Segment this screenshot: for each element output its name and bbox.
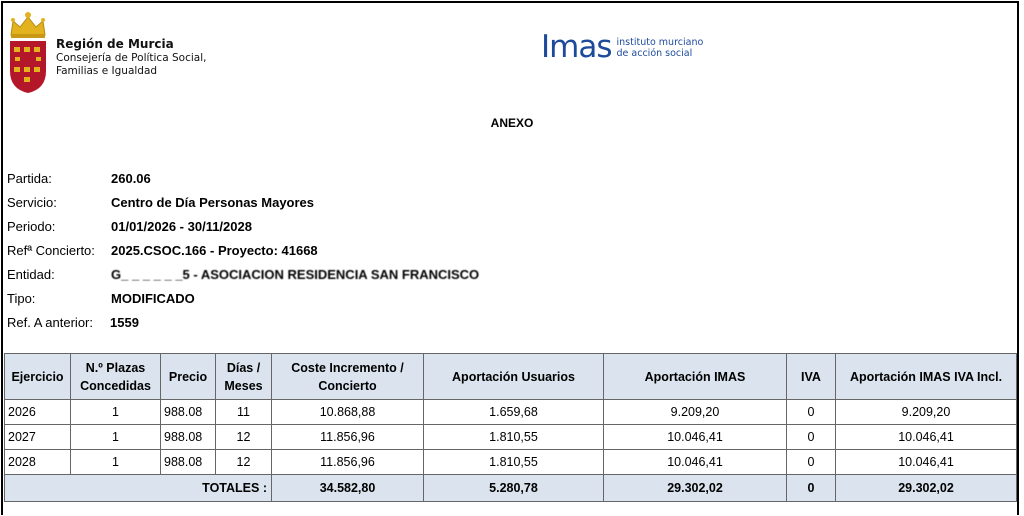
col-header-imas: Aportación IMAS [604, 354, 787, 400]
table-cell: 10.046,41 [604, 450, 787, 475]
imas-logo [541, 29, 704, 65]
info-value: Centro de Día Personas Mayores [111, 195, 315, 210]
info-value: 01/01/2026 - 30/11/2028 [111, 219, 252, 234]
info-label: Refª Concierto: [7, 243, 95, 258]
totals-label: TOTALES : [5, 475, 272, 502]
table-cell: 2028 [5, 450, 71, 475]
col-header-iva: IVA [787, 354, 836, 400]
org-name: Región de Murcia [56, 37, 174, 51]
table-cell: 1 [71, 400, 161, 425]
table-cell: 0 [787, 400, 836, 425]
region-murcia-crest-icon [7, 9, 49, 93]
table-cell: 1.810,55 [424, 425, 604, 450]
table-cell: 2027 [5, 425, 71, 450]
table-row [5, 400, 1017, 425]
col-header-usuarios: Aportación Usuarios [424, 354, 604, 400]
total-coste: 34.582,80 [272, 475, 424, 502]
info-value: 1559 [110, 315, 139, 330]
col-header-coste: Coste Incremento / Concierto [272, 354, 424, 400]
table-cell: 0 [787, 425, 836, 450]
info-label: Tipo: [7, 291, 36, 306]
info-value: 2025.CSOC.166 - Proyecto: 41668 [111, 243, 318, 258]
info-value: MODIFICADO [111, 291, 195, 306]
table-cell: 12 [216, 425, 272, 450]
table-cell: 988.08 [161, 425, 216, 450]
table-cell: 2026 [5, 400, 71, 425]
document-title: ANEXO [490, 116, 534, 130]
table-cell: 9.209,20 [836, 400, 1017, 425]
table-cell: 10.046,41 [836, 450, 1017, 475]
info-value: 260.06 [111, 171, 151, 186]
table-row [5, 425, 1017, 450]
table-header-row [5, 354, 1017, 400]
region-murcia-logo-text [56, 37, 206, 78]
table-cell: 11 [216, 400, 272, 425]
document-page [1, 1, 1019, 515]
table-cell: 10.868,88 [272, 400, 424, 425]
info-label: Partida: [7, 171, 52, 186]
total-usuarios: 5.280,78 [424, 475, 604, 502]
table-cell: 1 [71, 450, 161, 475]
table-row [5, 450, 1017, 475]
table-cell: 9.209,20 [604, 400, 787, 425]
info-label: Ref. A anterior: [7, 315, 93, 330]
table-cell: 988.08 [161, 450, 216, 475]
org-department-2: Familias e Igualdad [56, 65, 158, 77]
col-header-dias: Días / Meses [216, 354, 272, 400]
total-imas-iva: 29.302,02 [836, 475, 1017, 502]
table-cell: 1 [71, 425, 161, 450]
col-header-precio: Precio [161, 354, 216, 400]
col-header-ejercicio: Ejercicio [5, 354, 71, 400]
total-imas: 29.302,02 [604, 475, 787, 502]
table-cell: 1.810,55 [424, 450, 604, 475]
info-label: Periodo: [7, 219, 56, 234]
table-cell: 11.856,96 [272, 425, 424, 450]
totals-row [5, 475, 1017, 502]
table-cell: 1.659,68 [424, 400, 604, 425]
table-cell: 988.08 [161, 400, 216, 425]
imas-line-1: instituto murciano [616, 36, 704, 48]
imas-mark: Imas [541, 29, 612, 65]
col-header-plazas: N.º Plazas Concedidas [71, 354, 161, 400]
table-cell: 10.046,41 [836, 425, 1017, 450]
total-iva: 0 [787, 475, 836, 502]
table-cell: 12 [216, 450, 272, 475]
table-cell: 0 [787, 450, 836, 475]
table-cell: 11.856,96 [272, 450, 424, 475]
imas-logo-text [617, 37, 704, 59]
table-cell: 10.046,41 [604, 425, 787, 450]
info-label: Entidad: [7, 267, 55, 282]
info-value-redacted: G_ _ _ _ _ _5 - ASOCIACION RESIDENCIA SAN FRANCISCO [111, 267, 480, 282]
col-header-imas-iva: Aportación IMAS IVA Incl. [836, 354, 1017, 400]
org-department: Consejería de Política Social, [56, 52, 207, 64]
funding-table [4, 353, 1017, 502]
imas-line-2: de acción social [616, 47, 693, 59]
info-label: Servicio: [7, 195, 57, 210]
